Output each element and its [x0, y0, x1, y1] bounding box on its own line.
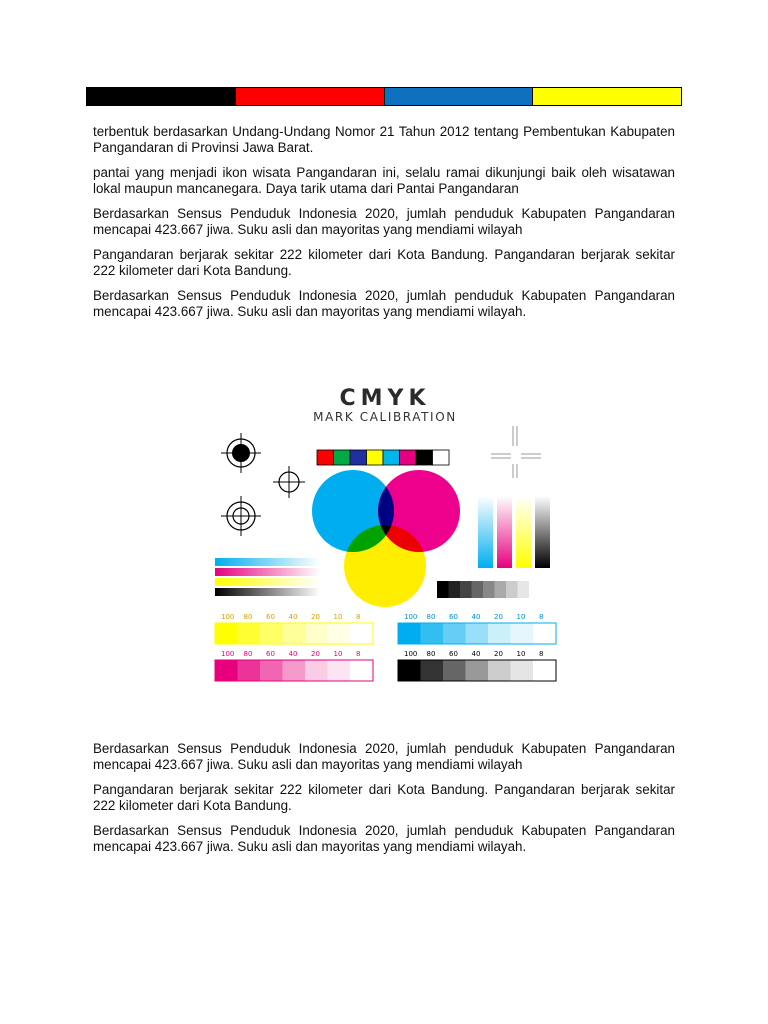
grayscale-step	[460, 581, 472, 598]
magenta-tint-scale-label: 80	[243, 650, 253, 658]
yellow-tint-scale-label: 60	[266, 613, 275, 621]
yellow-tint-scale-step	[260, 623, 283, 644]
cyan-tint-scale-label: 8	[539, 613, 544, 621]
grayscale-step	[495, 581, 507, 598]
horizontal-strip-fade	[215, 578, 320, 586]
figure-subtitle: MARK CALIBRATION	[313, 410, 457, 424]
magenta-tint-scale-step	[260, 660, 283, 681]
color-swatch	[334, 450, 351, 465]
gradient-bar	[516, 496, 531, 568]
color-swatch	[433, 450, 450, 465]
black-tint-scale-label: 40	[471, 650, 481, 658]
cyan-tint-scale-step	[421, 623, 444, 644]
gradient-bar	[478, 496, 493, 568]
text-block-top	[93, 124, 675, 329]
black-tint-scale-label: 60	[449, 650, 458, 658]
grayscale-step	[518, 581, 530, 598]
magenta-tint-scale-step	[328, 660, 351, 681]
black-tint-scale-step	[511, 660, 534, 681]
grayscale-step	[449, 581, 461, 598]
color-swatch	[416, 450, 433, 465]
magenta-tint-scale-label: 8	[356, 650, 361, 658]
paragraph: Pangandaran berjarak sekitar 222 kilometer dari Kota Bandung. Pangandaran berjarak sekitar 222 kilometer dari Kota Bandung.	[93, 782, 675, 813]
black-tint-scale-label: 100	[404, 650, 418, 658]
cyan-tint-scale-label: 100	[404, 613, 418, 621]
yellow-tint-scale-step	[305, 623, 328, 644]
yellow-tint-scale-label: 80	[243, 613, 253, 621]
black-tint-scale-step	[488, 660, 511, 681]
yellow-tint-scale-label: 100	[221, 613, 235, 621]
cyan-tint-scale-label: 20	[494, 613, 503, 621]
color-bar-blue	[385, 88, 534, 105]
cyan-tint-scale-label: 80	[426, 613, 436, 621]
yellow-tint-scale-step	[328, 623, 351, 644]
magenta-tint-scale-step	[238, 660, 261, 681]
black-tint-scale-step	[421, 660, 444, 681]
yellow-tint-scale-label: 10	[333, 613, 343, 621]
magenta-tint-scale-label: 40	[288, 650, 298, 658]
yellow-tint-scale-step	[238, 623, 261, 644]
grayscale-step	[483, 581, 495, 598]
color-swatch	[350, 450, 367, 465]
figure-title: CMYK	[339, 386, 431, 411]
horizontal-strip-fade	[215, 558, 320, 566]
paragraph: Pangandaran berjarak sekitar 222 kilometer dari Kota Bandung. Pangandaran berjarak sekitar 222 kilometer dari Kota Bandung.	[93, 247, 675, 278]
cyan-tint-scale-label: 40	[471, 613, 481, 621]
calibration-graphic	[205, 378, 565, 688]
gradient-bar	[535, 496, 550, 568]
cmyk-calibration-figure	[205, 378, 565, 688]
paragraph: Berdasarkan Sensus Penduduk Indonesia 2020, jumlah penduduk Kabupaten Pangandaran mencapai 423.667 jiwa. Suku asli dan mayoritas yang mendiami wilayah.	[93, 288, 675, 319]
cyan-tint-scale-step	[398, 623, 421, 644]
yellow-tint-scale-label: 20	[311, 613, 320, 621]
magenta-tint-scale-step	[305, 660, 328, 681]
color-bar-black	[87, 88, 236, 105]
gradient-bar	[497, 496, 512, 568]
horizontal-strip-fade	[215, 588, 320, 596]
paragraph: pantai yang menjadi ikon wisata Pangandaran ini, selalu ramai dikunjungi baik oleh wisatawan lokal maupun mancanegara. Daya tarik utama dari Pantai Pangandaran	[93, 165, 675, 196]
header-color-bar	[86, 87, 682, 106]
paragraph: Berdasarkan Sensus Penduduk Indonesia 2020, jumlah penduduk Kabupaten Pangandaran mencapai 423.667 jiwa. Suku asli dan mayoritas yang mendiami wilayah	[93, 741, 675, 772]
black-tint-scale-step	[443, 660, 466, 681]
black-tint-scale-label: 20	[494, 650, 503, 658]
paragraph: Berdasarkan Sensus Penduduk Indonesia 2020, jumlah penduduk Kabupaten Pangandaran mencapai 423.667 jiwa. Suku asli dan mayoritas yang mendiami wilayah	[93, 206, 675, 237]
color-swatch	[317, 450, 334, 465]
color-bar-yellow	[533, 88, 681, 105]
yellow-tint-scale-label: 40	[288, 613, 298, 621]
color-swatch	[383, 450, 400, 465]
black-tint-scale-label: 8	[539, 650, 544, 658]
paragraph: terbentuk berdasarkan Undang-Undang Nomor 21 Tahun 2012 tentang Pembentukan Kabupaten Pangandaran di Provinsi Jawa Barat.	[93, 124, 675, 155]
magenta-tint-scale-label: 60	[266, 650, 275, 658]
black-tint-scale-label: 80	[426, 650, 436, 658]
grayscale-step	[472, 581, 484, 598]
magenta-tint-scale-step	[283, 660, 306, 681]
cyan-tint-scale-label: 60	[449, 613, 458, 621]
magenta-tint-scale-step	[215, 660, 238, 681]
grayscale-step	[506, 581, 518, 598]
magenta-tint-scale-label: 10	[333, 650, 343, 658]
color-swatch	[400, 450, 417, 465]
text-block-bottom	[93, 741, 675, 864]
cyan-tint-scale-step	[443, 623, 466, 644]
yellow-tint-scale-label: 8	[356, 613, 361, 621]
grayscale-step	[437, 581, 449, 598]
color-bar-red	[236, 88, 385, 105]
cyan-tint-scale-label: 10	[516, 613, 526, 621]
cyan-tint-scale-step	[466, 623, 489, 644]
black-tint-scale-step	[398, 660, 421, 681]
horizontal-strip-fade	[215, 568, 320, 576]
black-tint-scale-step	[466, 660, 489, 681]
yellow-tint-scale-step	[283, 623, 306, 644]
yellow-tint-scale-step	[215, 623, 238, 644]
yellow-circle	[344, 525, 426, 607]
registration-mark-top-fill	[232, 444, 250, 462]
cyan-tint-scale-step	[511, 623, 534, 644]
magenta-tint-scale-label: 20	[311, 650, 320, 658]
paragraph: Berdasarkan Sensus Penduduk Indonesia 2020, jumlah penduduk Kabupaten Pangandaran mencapai 423.667 jiwa. Suku asli dan mayoritas yang mendiami wilayah.	[93, 823, 675, 854]
black-tint-scale-label: 10	[516, 650, 526, 658]
magenta-tint-scale-label: 100	[221, 650, 235, 658]
cyan-tint-scale-step	[488, 623, 511, 644]
color-swatch	[367, 450, 384, 465]
